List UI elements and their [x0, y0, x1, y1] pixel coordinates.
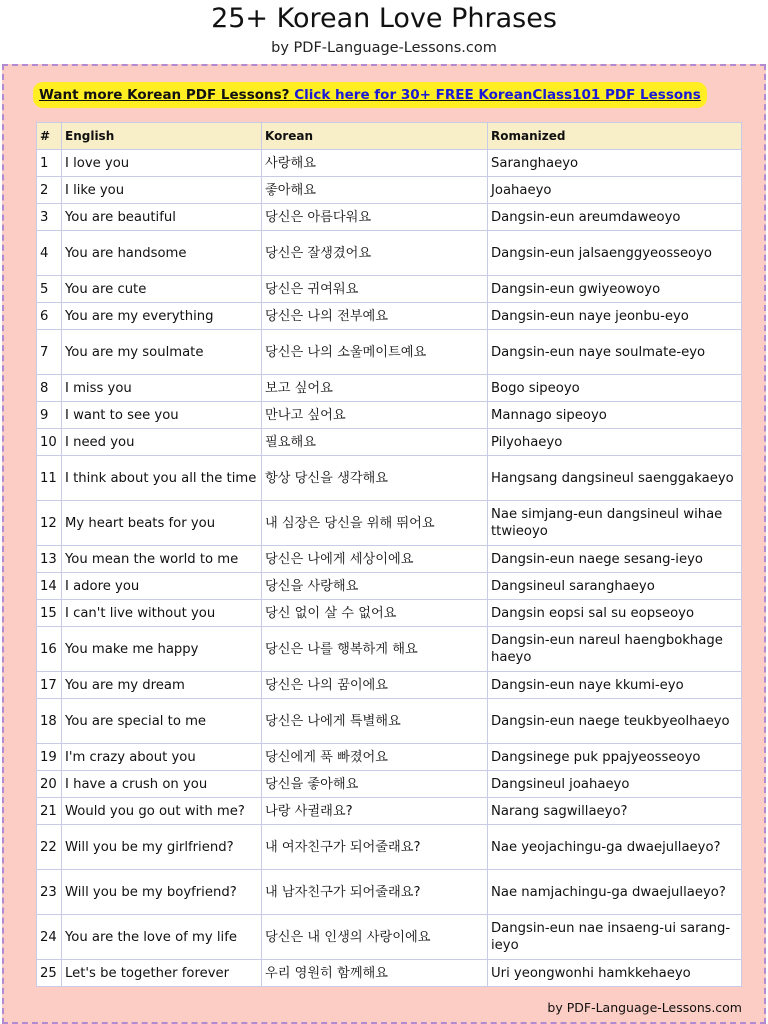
row-romanized: Dangsin-eun naye jeonbu-eyo — [488, 303, 742, 330]
table-header-row — [37, 123, 742, 150]
row-number: 4 — [37, 231, 62, 276]
table-row — [37, 456, 742, 501]
row-korean: 항상 당신을 생각해요 — [262, 456, 488, 501]
row-korean: 보고 싶어요 — [262, 375, 488, 402]
row-romanized: Joahaeyo — [488, 177, 742, 204]
row-romanized: Dangsineul saranghaeyo — [488, 573, 742, 600]
row-korean: 필요해요 — [262, 429, 488, 456]
row-number: 2 — [37, 177, 62, 204]
table-row — [37, 825, 742, 870]
table-row — [37, 627, 742, 672]
row-english: I have a crush on you — [62, 771, 262, 798]
row-number: 10 — [37, 429, 62, 456]
row-number: 5 — [37, 276, 62, 303]
row-english: I like you — [62, 177, 262, 204]
table-row — [37, 501, 742, 546]
row-korean: 좋아해요 — [262, 177, 488, 204]
table-row — [37, 303, 742, 330]
table-row — [37, 231, 742, 276]
row-number: 19 — [37, 744, 62, 771]
header-english: English — [62, 123, 262, 150]
row-korean: 당신은 나의 전부예요 — [262, 303, 488, 330]
table-row — [37, 330, 742, 375]
row-english: Would you go out with me? — [62, 798, 262, 825]
page-title: 25+ Korean Love Phrases — [211, 3, 557, 34]
table-row — [37, 573, 742, 600]
row-number: 20 — [37, 771, 62, 798]
row-korean: 내 남자친구가 되어줄래요? — [262, 870, 488, 915]
row-english: You are my dream — [62, 672, 262, 699]
row-romanized: Hangsang dangsineul saenggakaeyo — [488, 456, 742, 501]
row-english: I adore you — [62, 573, 262, 600]
table-row — [37, 600, 742, 627]
row-english: I miss you — [62, 375, 262, 402]
table-row — [37, 699, 742, 744]
row-number: 17 — [37, 672, 62, 699]
row-romanized: Dangsinege puk ppajyeosseoyo — [488, 744, 742, 771]
row-number: 18 — [37, 699, 62, 744]
row-korean: 당신에게 푹 빠졌어요 — [262, 744, 488, 771]
table-row — [37, 177, 742, 204]
header-romanized: Romanized — [488, 123, 742, 150]
row-romanized: Dangsin-eun naege sesang-ieyo — [488, 546, 742, 573]
row-english: You make me happy — [62, 627, 262, 672]
table-row — [37, 915, 742, 960]
row-number: 25 — [37, 960, 62, 987]
row-english: I want to see you — [62, 402, 262, 429]
row-english: Will you be my boyfriend? — [62, 870, 262, 915]
row-romanized: Dangsin eopsi sal su eopseoyo — [488, 600, 742, 627]
phrases-table — [36, 122, 742, 987]
row-korean: 당신은 아름다워요 — [262, 204, 488, 231]
row-romanized: Dangsineul joahaeyo — [488, 771, 742, 798]
row-number: 21 — [37, 798, 62, 825]
row-romanized: Narang sagwillaeyo? — [488, 798, 742, 825]
row-romanized: Saranghaeyo — [488, 150, 742, 177]
table-row — [37, 672, 742, 699]
row-english: I'm crazy about you — [62, 744, 262, 771]
header-korean: Korean — [262, 123, 488, 150]
row-number: 12 — [37, 501, 62, 546]
row-number: 22 — [37, 825, 62, 870]
row-number: 11 — [37, 456, 62, 501]
row-english: Let's be together forever — [62, 960, 262, 987]
row-korean: 사랑해요 — [262, 150, 488, 177]
row-romanized: Dangsin-eun areumdaweoyo — [488, 204, 742, 231]
promo-free-lessons-link[interactable]: Click here for 30+ FREE KoreanClass101 PDF Lessons — [294, 87, 701, 103]
row-korean: 당신은 귀여워요 — [262, 276, 488, 303]
row-number: 9 — [37, 402, 62, 429]
row-number: 8 — [37, 375, 62, 402]
table-row — [37, 744, 742, 771]
row-romanized: Dangsin-eun gwiyeowoyo — [488, 276, 742, 303]
table-row — [37, 771, 742, 798]
row-number: 23 — [37, 870, 62, 915]
row-romanized: Nae simjang-eun dangsineul wihae ttwieoyo — [488, 501, 742, 546]
row-english: You are the love of my life — [62, 915, 262, 960]
row-korean: 당신은 내 인생의 사랑이에요 — [262, 915, 488, 960]
table-row — [37, 798, 742, 825]
row-english: My heart beats for you — [62, 501, 262, 546]
row-romanized: Dangsin-eun nae insaeng-ui sarang-ieyo — [488, 915, 742, 960]
row-korean: 당신은 나에게 세상이에요 — [262, 546, 488, 573]
row-number: 16 — [37, 627, 62, 672]
table-row — [37, 429, 742, 456]
row-english: You are my everything — [62, 303, 262, 330]
row-english: You are special to me — [62, 699, 262, 744]
row-romanized: Uri yeongwonhi hamkkehaeyo — [488, 960, 742, 987]
row-english: I can't live without you — [62, 600, 262, 627]
row-korean: 당신은 잘생겼어요 — [262, 231, 488, 276]
row-number: 7 — [37, 330, 62, 375]
row-number: 3 — [37, 204, 62, 231]
row-romanized: Dangsin-eun naye kkumi-eyo — [488, 672, 742, 699]
row-romanized: Dangsin-eun nareul haengbokhage haeyo — [488, 627, 742, 672]
row-english: You are my soulmate — [62, 330, 262, 375]
row-romanized: Bogo sipeoyo — [488, 375, 742, 402]
promo-banner[interactable] — [33, 82, 707, 108]
row-number: 13 — [37, 546, 62, 573]
row-english: You mean the world to me — [62, 546, 262, 573]
row-romanized: Nae yeojachingu-ga dwaejullaeyo? — [488, 825, 742, 870]
row-romanized: Dangsin-eun naege teukbyeolhaeyo — [488, 699, 742, 744]
table-row — [37, 204, 742, 231]
row-english: You are cute — [62, 276, 262, 303]
row-english: I think about you all the time — [62, 456, 262, 501]
row-romanized: Pilyohaeyo — [488, 429, 742, 456]
row-number: 1 — [37, 150, 62, 177]
row-korean: 내 여자친구가 되어줄래요? — [262, 825, 488, 870]
row-romanized: Nae namjachingu-ga dwaejullaeyo? — [488, 870, 742, 915]
row-korean: 당신은 나를 행복하게 해요 — [262, 627, 488, 672]
promo-lead-link[interactable]: Want more Korean PDF Lessons? — [39, 87, 290, 103]
row-romanized: Dangsin-eun naye soulmate-eyo — [488, 330, 742, 375]
row-korean: 당신은 나의 꿈이에요 — [262, 672, 488, 699]
row-korean: 당신은 나에게 특별해요 — [262, 699, 488, 744]
row-korean: 당신은 나의 소울메이트예요 — [262, 330, 488, 375]
row-romanized: Mannago sipeoyo — [488, 402, 742, 429]
row-english: Will you be my girlfriend? — [62, 825, 262, 870]
row-english: I need you — [62, 429, 262, 456]
row-korean: 당신을 사랑해요 — [262, 573, 488, 600]
row-romanized: Dangsin-eun jalsaenggyeosseoyo — [488, 231, 742, 276]
table-row — [37, 402, 742, 429]
table-row — [37, 546, 742, 573]
page-header — [0, 0, 768, 64]
table-row — [37, 276, 742, 303]
table-row — [37, 150, 742, 177]
row-number: 24 — [37, 915, 62, 960]
row-number: 6 — [37, 303, 62, 330]
row-korean: 당신을 좋아해요 — [262, 771, 488, 798]
row-english: You are beautiful — [62, 204, 262, 231]
header-number: # — [37, 123, 62, 150]
table-row — [37, 375, 742, 402]
table-row — [37, 960, 742, 987]
table-row — [37, 870, 742, 915]
row-number: 14 — [37, 573, 62, 600]
row-korean: 당신 없이 살 수 없어요 — [262, 600, 488, 627]
row-korean: 우리 영원히 함께해요 — [262, 960, 488, 987]
row-number: 15 — [37, 600, 62, 627]
row-english: I love you — [62, 150, 262, 177]
row-korean: 만나고 싶어요 — [262, 402, 488, 429]
row-english: You are handsome — [62, 231, 262, 276]
row-korean: 내 심장은 당신을 위해 뛰어요 — [262, 501, 488, 546]
row-korean: 나랑 사귈래요? — [262, 798, 488, 825]
footer-credit: by PDF-Language-Lessons.com — [547, 1000, 742, 1015]
page-subtitle: by PDF-Language-Lessons.com — [271, 40, 497, 56]
